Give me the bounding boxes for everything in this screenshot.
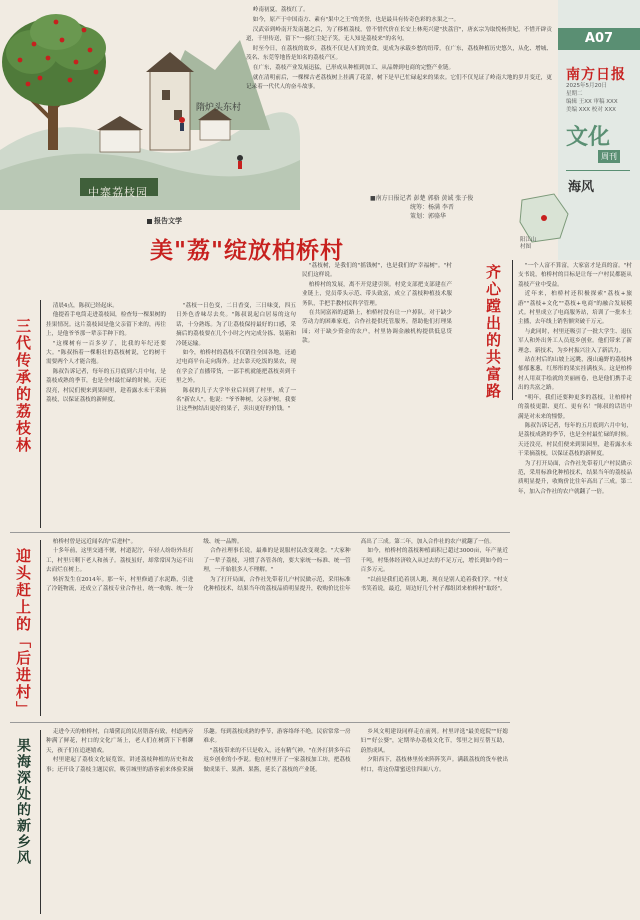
lead-paragraph: 时至今日，在荔枝的故乡，荔枝不仅是人们的美食，更成为承载乡愁的纽带，在广东，荔枝种植历史悠久，从化、增城、茂名、东莞等地皆是知名的荔枝产区。: [246, 46, 552, 61]
lead-paragraph: 岭南初夏，荔枝红了。: [252, 7, 309, 13]
section-separator: [10, 722, 510, 723]
byline-planning: 策划：郭骆华: [410, 213, 447, 220]
section-tag: 周刊: [598, 150, 620, 163]
body-paragraph: 柏桥村曾是远近闻名的"后进村"。: [52, 539, 137, 545]
map-caption-2: 村图: [520, 244, 532, 250]
body-paragraph: "一个人富不算富，大家富才是真的富。"村支书说，柏桥村的目标是让每一户村民都能从荔枝产业中受益。: [518, 263, 632, 288]
meta-line: 美编 XXX 校对 XXX: [566, 107, 616, 113]
body-paragraph: 为了打开局面，合作社先带着几户村民做示范，采用标准化种植技术，结果当年的荔枝品质明显提升，收购价比往年高出了三成。第二年，加入合作社的农户就翻了一倍。: [203, 539, 495, 593]
newspaper-logo: 南方日报: [566, 67, 626, 83]
body-paragraph: 夕阳西下，荔枝林里传来阵阵笑声。满载荔枝的货车驶出村口，将这份甜蜜送往四面八方。: [360, 757, 508, 773]
lead-paragraph: 在广东，荔枝产业发展迅猛，已形成从种植到加工、从品牌到电商的完整产业链。: [252, 65, 455, 71]
body-paragraph: "明年，我们还要种更多的荔枝，让柏桥村的荔枝更甜、更红、更有名！"陈叔的话语中满是对未来的憧憬。: [518, 394, 632, 420]
feature-headline: 美"荔"绽放柏桥村: [150, 237, 344, 264]
map-caption-1: 阳江山: [520, 237, 537, 243]
body-paragraph: 陈叔告诉记者，每年的五月底到六月中旬，是荔枝成熟的季节，也是全村最忙碌的时候。天还没亮，村民们便来到果园里，趁着露水未干采摘荔枝，以保证荔枝的新鲜度。: [46, 368, 166, 404]
column-name: 海风: [568, 180, 595, 195]
body-paragraph: 为了打开局面，合作社先带着几户村民做示范，采用标准化种植技术，结果当年的荔枝品质明显提升，收购价比往年高出了三成。第二年，加入合作社的农户就翻了一倍。: [518, 460, 632, 495]
section-1-body-continued: [302, 262, 452, 528]
village-sign-label: 中寨荔枝园: [88, 186, 148, 199]
section-divider: [40, 730, 41, 914]
section-title-4: 齐心蹚出的共富路: [484, 264, 502, 400]
body-paragraph: "这棵树有一百多岁了，比我的年纪还要大。"陈叔指着一棵粗壮的荔枝树说，它的树干需要两个人才能合抱。: [46, 340, 166, 366]
section-separator: [10, 532, 510, 533]
body-paragraph: 在共同富裕的道路上，柏桥村没有让一户掉队。对于缺少劳动力的困难家庭，合作社提供托管服务，帮助他们打理果园；对于缺少资金的农户，村里协调金融机构提供低息贷款。: [302, 310, 452, 345]
meta-line: 编辑 王XX 审稿 XXX: [566, 99, 618, 105]
lead-text: [246, 6, 552, 93]
section-rule: [566, 170, 630, 171]
body-paragraph: 如今，柏桥村的荔枝种植面积已超过3000亩，年产量近千吨，村集体经济收入从过去的不足万元，增长到如今的一百多万元。: [360, 548, 508, 574]
body-paragraph: 站在村后的山坡上远眺，漫山遍野的荔枝林郁郁葱葱，红彤彤的果实挂满枝头。这是柏桥村人用双手绘就的美丽画卷，也是他们携手走出的共富之路。: [518, 357, 632, 392]
body-paragraph: 走进今天的柏桥村，白墙黛瓦的民居错落有致，村道两旁种满了鲜花，村口的文化广场上，老人们在树荫下下棋聊天，孩子们在追逐嬉戏。: [46, 729, 194, 754]
body-paragraph: 转折发生在2014年。那一年，村里修通了水泥路，引进了冷链物流，还成立了荔枝专业合作社，统一收购、统一分级、统一品牌。: [46, 539, 243, 593]
body-paragraph: 如今，柏桥村的荔枝不仅销往全国各地，还通过电商平台走向海外。过去靠天吃饭的果农，现在学会了直播带货，一部手机就能把荔枝卖到千里之外。: [176, 350, 296, 385]
page-number: A07: [558, 28, 640, 50]
section-title-2: 迎头赶上的「后进村」: [14, 548, 32, 718]
section-title-1: 三代传承的荔枝林: [14, 318, 32, 454]
issue-date: 2025年5月20日: [566, 83, 607, 89]
body-paragraph: "荔枝一日色变，二日香变，三日味变，四五日外色香味尽去矣。"陈叔说起白居易的这句话，十分熟练。为了让荔枝保持最好的口感，采摘后的荔枝要在几个小时之内完成分拣、装箱和冷链运输。: [176, 303, 296, 347]
byline: [370, 194, 473, 221]
byline-reporters: ■南方日报记者 彭楚 郭骆 黄诚 张子俊: [370, 195, 474, 202]
lead-paragraph: 如今，原产于中国南方、素有"果中之王"的美誉，也是最具有传奇色彩的水果之一。: [252, 17, 460, 23]
body-paragraph: 村里建起了荔枝文化展览馆，讲述荔枝种植的历史和故事；还开设了荔枝主题民宿，吸引城里的游客前来体验采摘乐趣。每到荔枝成熟的季节，游客络绎不绝，民宿常常一房难求。: [46, 729, 351, 773]
meta-line: 星期二: [566, 91, 583, 97]
section-divider: [40, 540, 41, 716]
byline-coordination: 统筹：杨满 李晋: [410, 204, 454, 211]
map-caption: [520, 237, 537, 251]
body-paragraph: 乡风文明建设同样走在前列。村里评选"最美庭院""好媳妇""好公婆"，定期举办荔枝文化节，邻里之间互帮互助，蔚然成风。: [360, 729, 508, 754]
section-3-body: [46, 728, 508, 914]
body-paragraph: 陈叔告诉记者，每年的五月底到六月中旬，是荔枝成熟的季节，也是全村最忙碌的时候。天还没亮，村民们便来到果园里，趁着露水未干采摘荔枝，以保证荔枝的新鲜度。: [518, 422, 632, 458]
body-paragraph: 柏桥村的发展，离不开党建引领。村党支部把支部建在产业链上，党员带头示范、带头致富，成立了荔枝种植技术服务队，手把手教村民科学管理。: [302, 281, 452, 307]
body-paragraph: 十多年前，这里交通不便，村道泥泞，年轻人纷纷外出打工，村里只剩下老人和孩子。荔枝虽好，却常常因为运不出去而烂在树上。: [46, 548, 194, 574]
body-paragraph: 清晨4点，陈叔已经起床。: [52, 303, 118, 309]
body-paragraph: 合作社理事长说，最难的是说服村民改变观念。"大家种了一辈子荔枝，习惯了各管各的，要大家统一标准、统一管理，一开始很多人不理解。": [203, 548, 351, 574]
masthead-meta: [566, 82, 618, 114]
body-paragraph: "以前是我们追着别人跑，现在是别人追着我们学。"村支书笑着说，最近，周边好几个村子都组团来柏桥村"取经"。: [360, 576, 508, 593]
body-paragraph: 近年来，柏桥村还积极探索"荔枝+旅游""荔枝+文化""荔枝+电商"的融合发展模式。村里成立了电商服务站，培训了一批本土主播，去年线上销售额突破千万元。: [518, 291, 632, 326]
body-paragraph: "荔枝树，是我们的"摇钱树"，也是我们的"幸福树"。"村民们这样说。: [302, 263, 452, 279]
illustration-callout-1: 隋炉头东村: [196, 103, 242, 113]
body-paragraph: 陈叔的儿子大学毕业后回到了村里，成了一名"新农人"。他说："爷爷种树，父亲护树，我要让这些树结出更好的果子，卖出更好的价钱。": [176, 387, 296, 413]
body-paragraph: 与此同时，村里还吸引了一批大学生、退伍军人和外出务工人员返乡创业。他们带来了新理念、新技术，为乡村振兴注入了新活力。: [518, 328, 632, 354]
lead-paragraph: 就在清明前后，一棵棵古老荔枝树上挂满了花蕾，树下是早已忙碌起来的果农。它们不仅见证了岭南大地的岁月变迁，更记录着一代代人的奋斗故事。: [246, 75, 552, 90]
section-1-body: [46, 302, 296, 526]
body-paragraph: "荔枝带来的不只是收入，还有精气神。"在外打拼多年后返乡创业的小李说。他在村里开了一家荔枝加工坊，把荔枝做成果干、果酒、果酱，延长了荔枝的产业链。: [203, 747, 351, 773]
section-divider: [512, 260, 513, 400]
section-title: 文化: [566, 124, 611, 150]
feature-tag: 报告文学: [147, 216, 182, 226]
section-title-3: 果海深处的新乡风: [15, 738, 31, 866]
section-4-body: [518, 262, 632, 912]
body-paragraph: 他提着手电筒走进荔枝园，检查每一棵果树的挂果情况。这片荔枝园是他父亲留下来的，再往上，是他爷爷那一辈亲手种下的。: [46, 312, 166, 338]
section-divider: [40, 300, 41, 528]
lead-paragraph: 汉武帝到岭南开发南越之后，为了移植荔枝，曾不惜代价在长安上林苑兴建"扶荔宫"，唐玄宗为取悦杨贵妃，不惜开辟贡道，千里传送，留下"一骑红尘妃子笑，无人知是荔枝来"的名句。: [246, 27, 552, 42]
section-2-body: [46, 538, 508, 718]
